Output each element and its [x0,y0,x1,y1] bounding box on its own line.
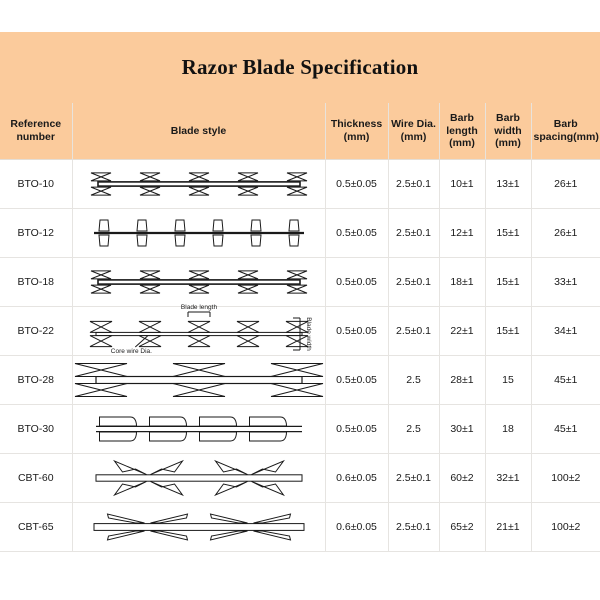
cell-blade-style [72,209,325,258]
cell-barb-width: 15±1 [485,209,531,258]
blade-style-diagram [84,211,314,255]
cell-barb-width: 18 [485,405,531,454]
page-title: Razor Blade Specification [181,55,419,79]
table-row [0,209,600,258]
cell-barb-length: 28±1 [439,356,485,405]
table-row [0,356,600,405]
blade-style-illustration [75,356,323,404]
blade-style-illustration [75,209,323,257]
column-header-blade-style-line1: Blade style [170,124,227,137]
cell-thickness: 0.5±0.05 [325,356,388,405]
cell-barb-width: 15±1 [485,258,531,307]
column-header-barb-spacing-line1: Barb [553,118,578,131]
cell-barb-length: 12±1 [439,209,485,258]
table-row [0,258,600,307]
blade-style-diagram [84,162,314,206]
column-header-thickness [325,103,388,160]
blade-style-diagram [84,505,314,549]
cell-barb-spacing: 45±1 [531,356,600,405]
cell-blade-style [72,356,325,405]
cell-barb-width: 15 [485,356,531,405]
cell-barb-spacing: 26±1 [531,209,600,258]
column-header-barb-width-line3: (mm) [495,137,521,150]
table-row [0,307,600,356]
blade-style-diagram [84,407,314,451]
cell-barb-width: 13±1 [485,160,531,209]
cell-thickness: 0.6±0.05 [325,503,388,552]
cell-blade-style [72,160,325,209]
cell-wire-dia: 2.5 [388,405,439,454]
cell-thickness: 0.5±0.05 [325,209,388,258]
cell-barb-spacing: 34±1 [531,307,600,356]
column-header-wire-dia-line1: Wire Dia. [391,118,436,131]
column-header-barb-length-line2: length [446,124,478,137]
title-cell [0,32,600,103]
cell-thickness: 0.6±0.05 [325,454,388,503]
cell-thickness: 0.5±0.05 [325,258,388,307]
svg-text:Blade width: Blade width [304,317,312,351]
cell-blade-style [72,304,325,356]
cell-reference-number: BTO-10 [0,160,72,209]
table-header-row [0,103,600,160]
cell-reference-number: BTO-28 [0,356,72,405]
cell-reference-number: BTO-12 [0,209,72,258]
blade-style-diagram [84,260,314,304]
column-header-barb-length-line1: Barb [450,111,474,124]
blade-style-illustration [75,503,323,551]
blade-style-illustration [75,454,323,502]
razor-blade-specification-table [0,32,600,552]
cell-barb-spacing: 100±2 [531,503,600,552]
cell-reference-number: BTO-30 [0,405,72,454]
column-header-barb-spacing-line2: spacing(mm) [533,131,599,143]
blade-style-illustration [75,160,323,208]
blade-style-diagram [84,304,314,355]
column-header-thickness-line2: (mm) [343,131,370,143]
cell-barb-width: 32±1 [485,454,531,503]
blade-style-illustration [75,405,323,453]
cell-thickness: 0.5±0.05 [325,405,388,454]
column-header-wire-dia [388,103,439,160]
cell-thickness: 0.5±0.05 [325,307,388,356]
column-header-reference-line2: number [16,131,55,143]
cell-barb-length: 30±1 [439,405,485,454]
cell-reference-number: CBT-60 [0,454,72,503]
cell-reference-number: BTO-22 [0,307,72,356]
blade-style-diagram [84,358,314,402]
cell-wire-dia: 2.5±0.1 [388,209,439,258]
column-header-barb-length [439,103,485,160]
cell-blade-style [72,405,325,454]
column-header-thickness-line1: Thickness [330,118,383,131]
blade-style-illustration [75,304,323,355]
cell-barb-length: 65±2 [439,503,485,552]
column-header-barb-spacing [531,103,600,160]
cell-barb-length: 18±1 [439,258,485,307]
column-header-reference [0,103,72,160]
cell-wire-dia: 2.5±0.1 [388,307,439,356]
blade-style-diagram [84,456,314,500]
cell-barb-length: 10±1 [439,160,485,209]
cell-barb-width: 15±1 [485,307,531,356]
cell-barb-spacing: 100±2 [531,454,600,503]
table-title-row [0,32,600,103]
column-header-barb-width [485,103,531,160]
cell-reference-number: CBT-65 [0,503,72,552]
cell-wire-dia: 2.5±0.1 [388,454,439,503]
cell-wire-dia: 2.5±0.1 [388,160,439,209]
column-header-wire-dia-line2: (mm) [400,131,427,143]
cell-blade-style [72,258,325,307]
cell-wire-dia: 2.5±0.1 [388,258,439,307]
cell-barb-spacing: 26±1 [531,160,600,209]
cell-barb-spacing: 33±1 [531,258,600,307]
column-header-barb-width-line1: Barb [496,111,520,124]
svg-text:Blade length: Blade length [180,304,217,311]
table-row [0,503,600,552]
cell-barb-length: 60±2 [439,454,485,503]
cell-blade-style [72,503,325,552]
cell-barb-width: 21±1 [485,503,531,552]
cell-barb-length: 22±1 [439,307,485,356]
table-row [0,405,600,454]
table-body [0,160,600,552]
column-header-reference-line1: Reference [10,118,62,131]
cell-wire-dia: 2.5 [388,356,439,405]
table-row [0,454,600,503]
cell-thickness: 0.5±0.05 [325,160,388,209]
blade-style-illustration [75,258,323,306]
cell-wire-dia: 2.5±0.1 [388,503,439,552]
cell-barb-spacing: 45±1 [531,405,600,454]
column-header-barb-width-line2: width [494,124,522,137]
column-header-blade-style [72,103,325,160]
table-row [0,160,600,209]
svg-text:Core wire Dia.: Core wire Dia. [110,348,152,355]
cell-reference-number: BTO-18 [0,258,72,307]
column-header-barb-length-line3: (mm) [449,137,475,150]
cell-blade-style [72,454,325,503]
